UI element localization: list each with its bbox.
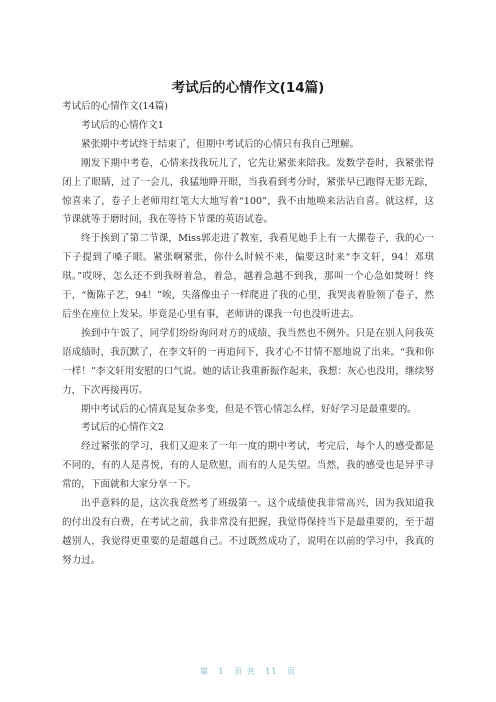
paragraph: 经过紧张的学习，我们又迎来了一年一度的期中考试，考完后，每个人的感受都是不同的，有的人是喜悦，有的人是欣慰，而有的人是失望。当然，我的感受也是异乎寻常的，下面就和大家分享一下。 — [62, 441, 434, 491]
section-heading: 考试后的心情作文2 — [81, 422, 164, 434]
footer-total-pages: 11 — [265, 667, 278, 676]
paragraph: 挨到中午饭了，同学们纷纷询问对方的成绩，我当然也不例外。只是在别人问我英语成绩时，我沉默了，在李文轩的一再追问下，我才心不甘情不愿地说了出来。“我和你一样！”李文轩用安慰的口气说。她的话让我重新振作起来，我想：灰心也没用，继续努力，下次再接再厉。 — [62, 327, 434, 396]
paragraph: 紧张期中考试终于结束了，但期中考试后的心情只有我自己理解。 — [81, 138, 360, 150]
paragraph: 终于挨到了第二节课，Miss郭走进了教室，我看见她手上有一大摞卷子，我的心一下子提到了嗓子眼。紧张啊紧张，你什么时候不来，偏要这时来“李文轩，94！邓琪琪。”哎呀，怎么还不到我呀着急，着急，越着急越不到我，那叫一个心急如焚呀！终于，“衡陈子艺，94！”唉，失落像虫子一样爬进了我的心里，我哭丧着脸领了卷子，然后坐在座位上发呆。毕竟是心里有事，老师讲的课我一句也没听进去。 — [62, 233, 434, 320]
footer-prefix: 第 — [199, 667, 209, 676]
paragraph: 期中考试后的心情真是复杂多变，但是不管心情怎么样，好好学习是最重要的。 — [81, 403, 417, 415]
document-subtitle: 考试后的心情作文(14篇) — [62, 101, 169, 112]
section-heading: 考试后的心情作文1 — [81, 119, 164, 131]
footer-suffix: 页 — [287, 667, 296, 676]
paragraph: 刚发下期中考卷，心情来找我玩儿了，它先让紧张来陪我。发数学卷时，我紧张得闭上了眼睛，过了一会儿，我猛地睁开眼，当我看到考分时，紧张早已跑得无影无踪，惊喜来了，卷子上老师用红笔大大地写着“100”，我不由地唤来沾沾自喜。就这样，这节课就等于磨时间，我在等待下节课的英语试卷。 — [62, 157, 434, 226]
footer-page-number: 1 — [218, 667, 225, 676]
document-title: 考试后的心情作文(14篇) — [171, 80, 325, 96]
footer-middle: 页 共 — [234, 667, 256, 676]
page-footer — [0, 666, 496, 677]
paragraph: 出乎意料的是，这次我竟然考了班级第一。这个成绩使我非常高兴，因为我知道我的付出没有白费，在考试之前，我非常没有把握，我觉得保持当下是最重要的，至于超越别人，我觉得更重要的是超越自己。不过既然成功了，说明在以前的学习中，我真的努力过。 — [62, 498, 434, 566]
document-body — [62, 98, 434, 571]
